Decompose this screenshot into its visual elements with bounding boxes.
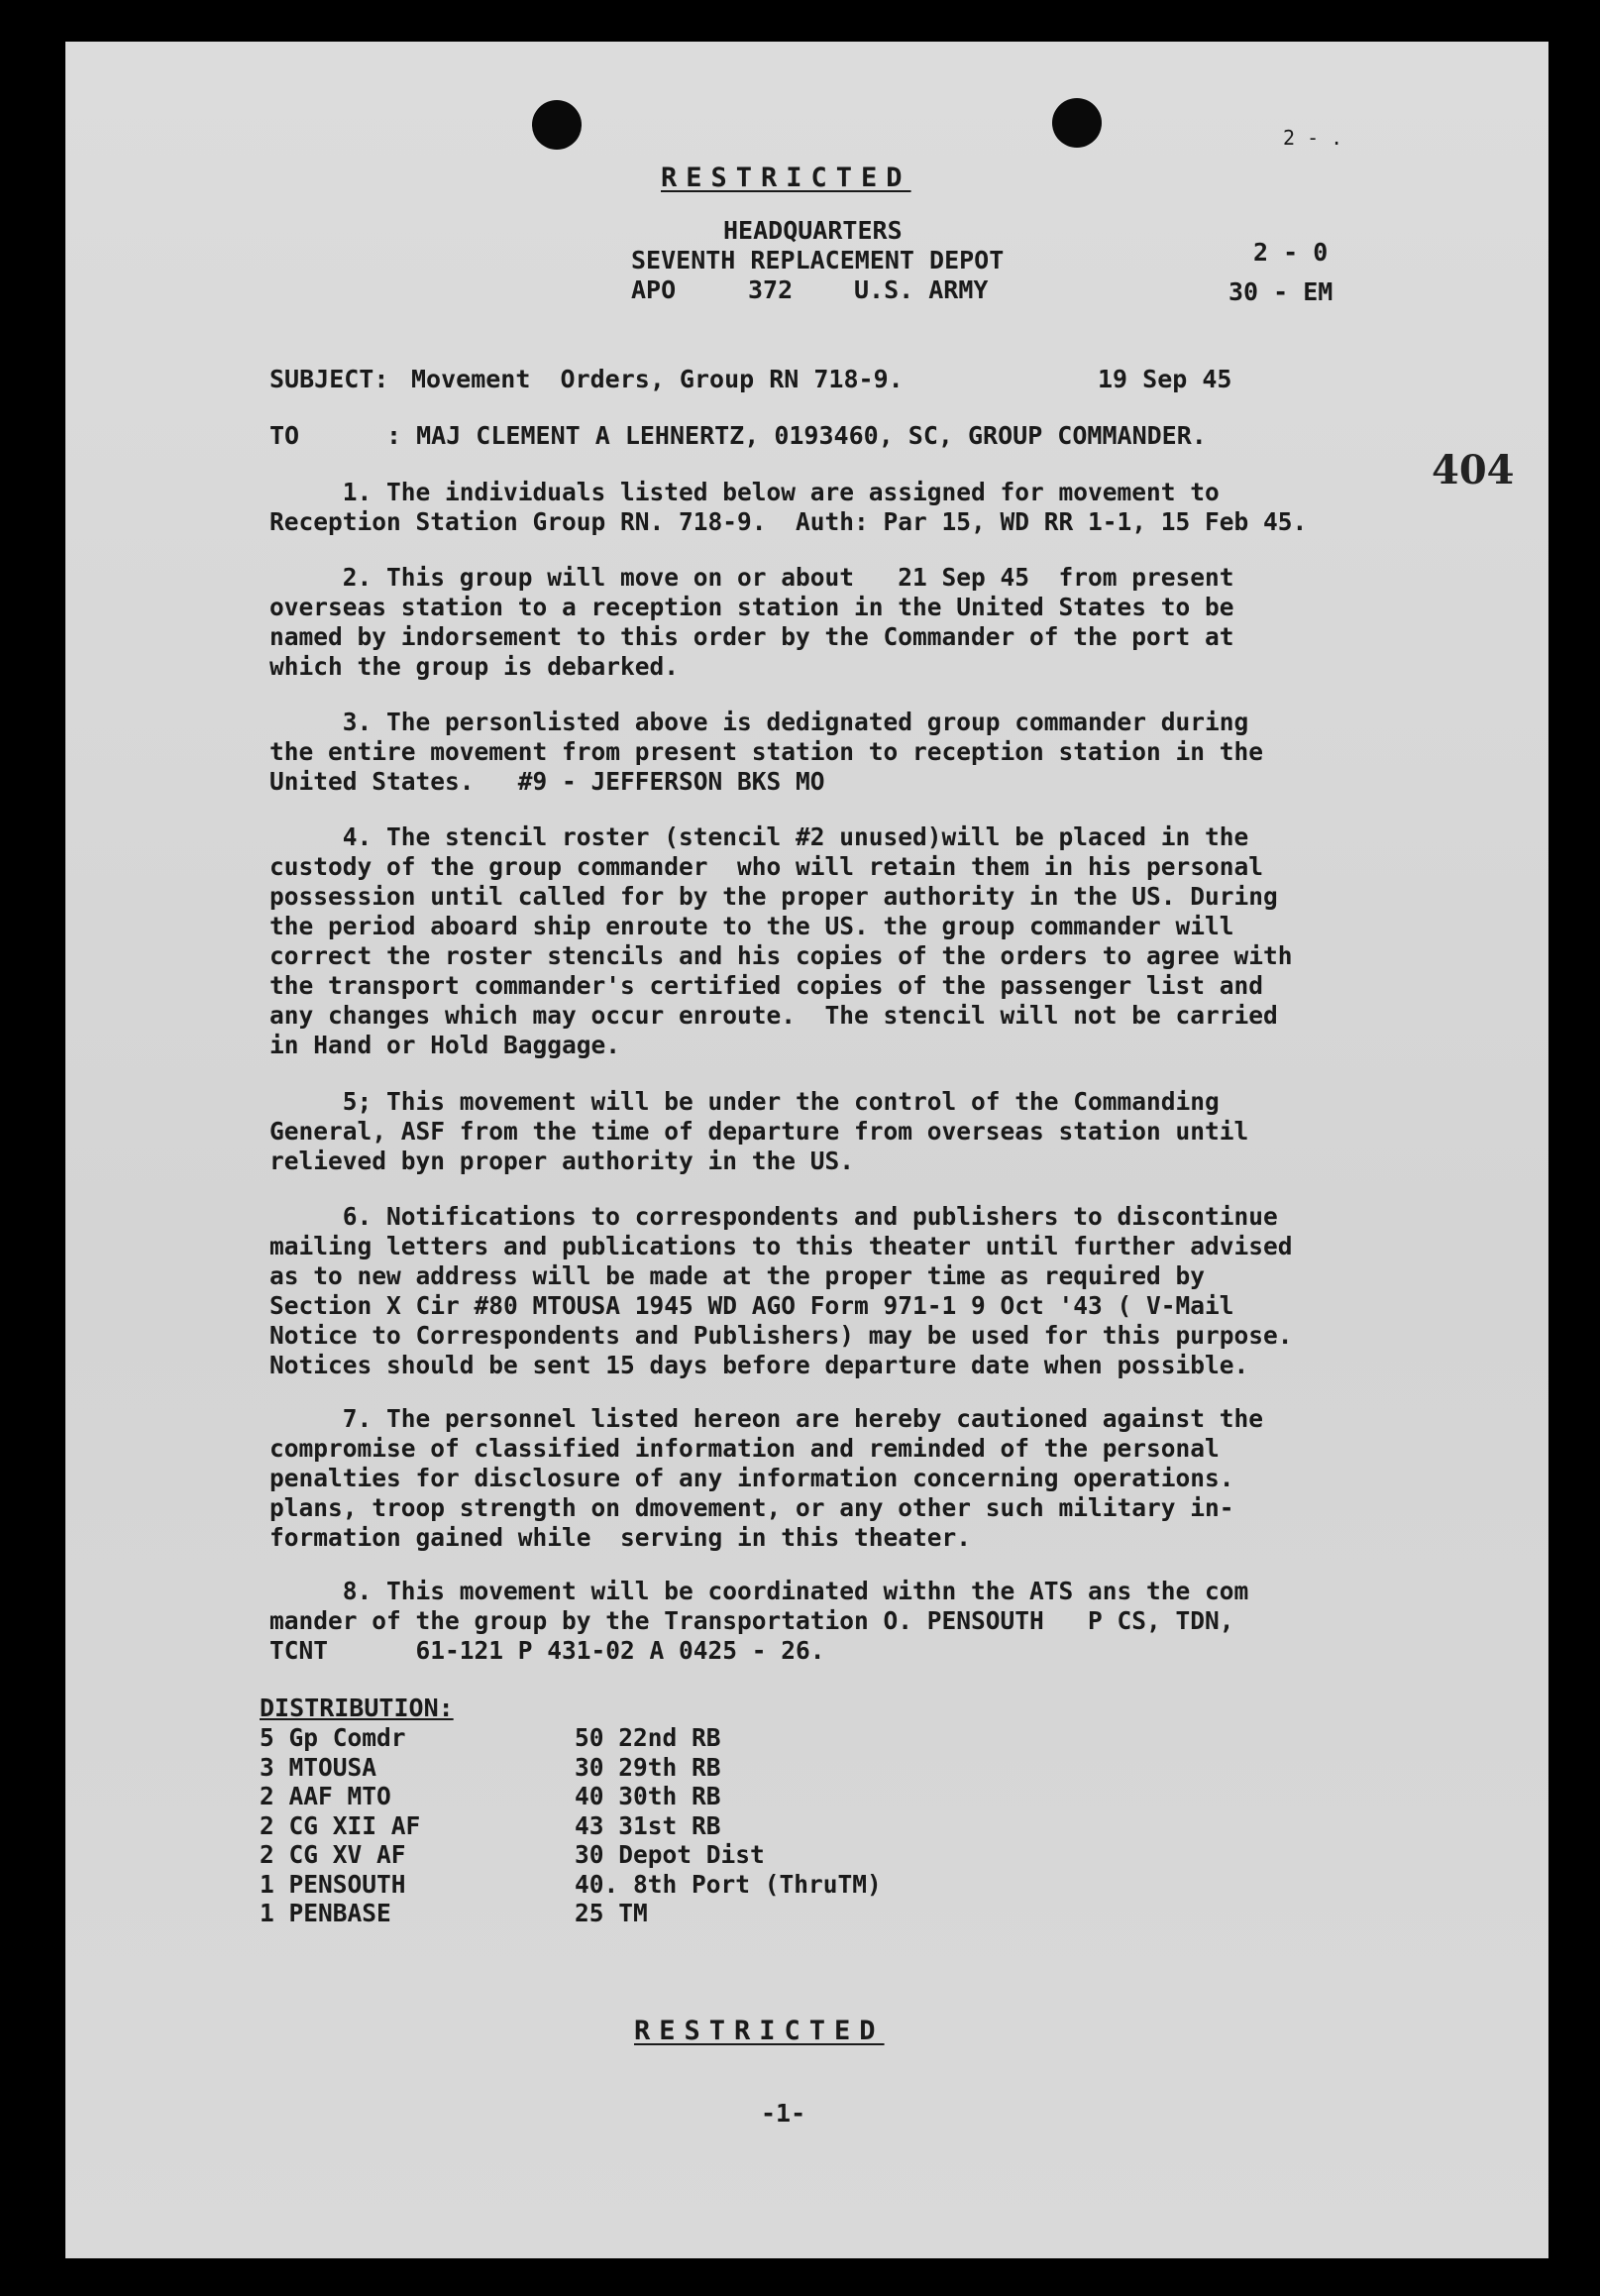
paragraph-2 (269, 563, 1458, 682)
paragraph-line: 7. The personnel listed hereon are hereby cautioned against the (269, 1404, 1264, 1433)
paragraph-4 (269, 822, 1458, 1060)
paragraph-line: Section X Cir #80 MTOUSA 1945 WD AGO Form 971-1 9 Oct '43 ( V-Mail (269, 1291, 1234, 1320)
distribution-title: DISTRIBUTION: (260, 1694, 454, 1722)
distribution-item: 3 MTOUSA (260, 1752, 377, 1782)
paragraph-line: TCNT 61-121 P 431-02 A 0425 - 26. (269, 1636, 825, 1665)
paragraph-line: mander of the group by the Transportation O. PENSOUTH P CS, TDN, (269, 1606, 1234, 1635)
paragraph-line: 3. The personlisted above is dedignated group commander during (269, 708, 1249, 736)
distribution-item: 2 AAF MTO (260, 1782, 391, 1810)
paragraph-line: 5; This movement will be under the control of the Commanding (269, 1087, 1220, 1116)
reference-code-2: 30 - EM (1228, 277, 1333, 306)
document-stamp-number: 404 (1432, 447, 1515, 493)
paragraph-line: relieved byn proper authority in the US. (269, 1147, 855, 1175)
distribution-item: 30 Depot Dist (575, 1840, 765, 1869)
paragraph-line: in Hand or Hold Baggage. (269, 1031, 621, 1059)
paragraph-line: possession until called for by the proper authority in the US. During (269, 882, 1278, 911)
distribution-item: 40. 8th Port (ThruTM) (575, 1869, 882, 1899)
paragraph-line: the entire movement from present station to reception station in the (269, 737, 1264, 766)
distribution-item: 2 CG XII AF (260, 1810, 421, 1840)
paragraph-line: overseas station to a reception station in the United States to be (269, 593, 1234, 621)
distribution-item: 50 22nd RB (575, 1723, 721, 1752)
paragraph-8 (269, 1577, 1458, 1666)
to-label: TO (269, 421, 300, 450)
paragraph-3 (269, 708, 1458, 797)
order-date: 19 Sep 45 (1098, 365, 1232, 393)
paragraph-5 (269, 1087, 1458, 1176)
paragraph-line: 4. The stencil roster (stencil #2 unused)will be placed in the (269, 822, 1249, 851)
paragraph-line: named by indorsement to this order by the Commander of the port at (269, 622, 1234, 651)
paragraph-line: the transport commander's certified copies of the passenger list and (269, 971, 1264, 1000)
paragraph-line: formation gained while serving in this theater. (269, 1523, 972, 1552)
paragraph-line: compromise of classified information and reminded of the personal (269, 1434, 1220, 1463)
distribution-item: 40 30th RB (575, 1782, 721, 1810)
unit-heading: SEVENTH REPLACEMENT DEPOT (631, 246, 1005, 274)
army-label: U.S. ARMY (854, 275, 989, 304)
distribution-item: 25 TM (575, 1899, 648, 1927)
paragraph-line: which the group is debarked. (269, 652, 680, 681)
paragraph-line: 6. Notifications to correspondents and publishers to discontinue (269, 1202, 1278, 1231)
paragraph-line: 2. This group will move on or about 21 Sep 45 from present (269, 563, 1234, 592)
distribution-item: 43 31st RB (575, 1810, 721, 1840)
paragraph-line: 1. The individuals listed below are assigned for movement to (269, 478, 1220, 506)
classification-bottom: RESTRICTED (634, 2016, 885, 2046)
apo-label: APO (631, 275, 677, 304)
paragraph-line: custody of the group commander who will retain them in his personal (269, 852, 1264, 881)
paragraph-line: United States. #9 - JEFFERSON BKS MO (269, 767, 825, 796)
paragraph-1 (269, 478, 1458, 537)
punch-hole-right (1052, 98, 1102, 148)
paragraph-7 (269, 1404, 1458, 1553)
headquarters-heading: HEADQUARTERS (723, 216, 903, 245)
paragraph-line: any changes which may occur enroute. The stencil will not be carried (269, 1001, 1278, 1030)
paragraph-line: General, ASF from the time of departure from overseas station until (269, 1117, 1249, 1146)
paragraph-6 (269, 1202, 1458, 1380)
punch-hole-left (532, 100, 582, 150)
paragraph-line: mailing letters and publications to this theater until further advised (269, 1232, 1293, 1260)
subject-label: SUBJECT: (269, 365, 389, 393)
paragraph-line: plans, troop strength on dmovement, or any other such military in- (269, 1493, 1234, 1522)
distribution-item: 1 PENSOUTH (260, 1869, 406, 1899)
distribution-item: 5 Gp Comdr (260, 1723, 406, 1752)
corner-mark: 2 - . (1283, 126, 1343, 150)
paragraph-line: correct the roster stencils and his copies of the orders to agree with (269, 941, 1293, 970)
paragraph-line: the period aboard ship enroute to the US. the group commander will (269, 912, 1234, 940)
distribution-item: 30 29th RB (575, 1752, 721, 1782)
paragraph-line: Reception Station Group RN. 718-9. Auth: Par 15, WD RR 1-1, 15 Feb 45. (269, 507, 1308, 536)
subject-text: Movement Orders, Group RN 718-9. (411, 365, 904, 393)
paragraph-line: Notice to Correspondents and Publishers) may be used for this purpose. (269, 1321, 1293, 1350)
apo-number: 372 (748, 275, 794, 304)
paragraph-line: 8. This movement will be coordinated withn the ATS ans the com (269, 1577, 1249, 1605)
distribution-item: 2 CG XV AF (260, 1840, 406, 1869)
distribution-list-right (575, 1723, 882, 1928)
distribution-list-left (260, 1723, 420, 1928)
paragraph-line: Notices should be sent 15 days before departure date when possible. (269, 1351, 1249, 1379)
paragraph-line: as to new address will be made at the proper time as required by (269, 1261, 1206, 1290)
to-text: : MAJ CLEMENT A LEHNERTZ, 0193460, SC, GROUP COMMANDER. (386, 421, 1207, 450)
classification-top: RESTRICTED (661, 163, 911, 193)
page-number: -1- (761, 2099, 806, 2128)
distribution-item: 1 PENBASE (260, 1899, 391, 1927)
reference-code: 2 - 0 (1253, 238, 1329, 267)
paragraph-line: penalties for disclosure of any information concerning operations. (269, 1464, 1234, 1492)
